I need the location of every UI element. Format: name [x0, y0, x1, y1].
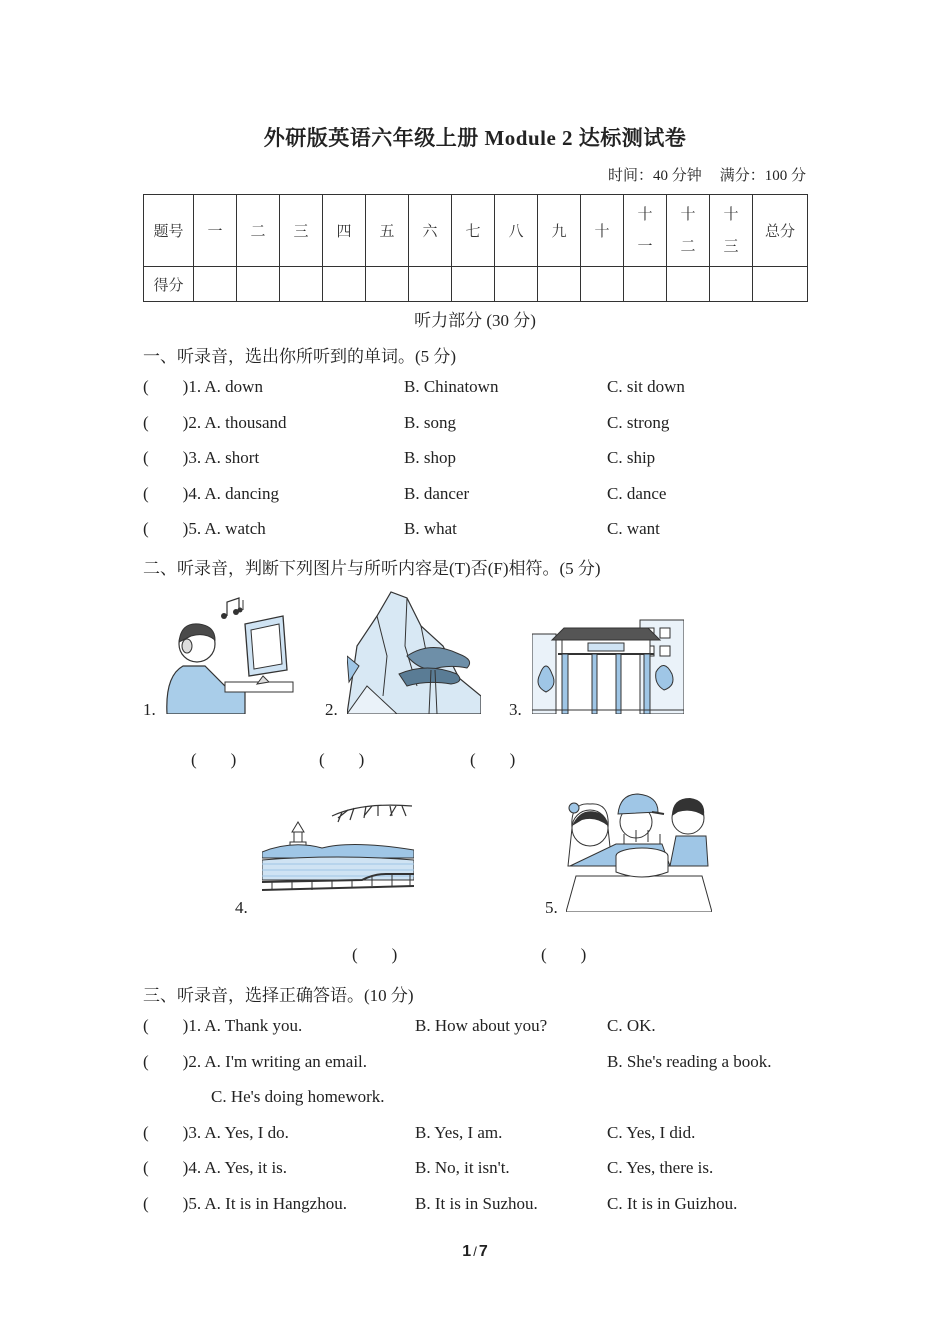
score-table-score-row [144, 267, 808, 302]
section3-heading: 三、听录音，选择正确答语。(10 分) [143, 986, 414, 1005]
option-b: B. song [404, 413, 456, 432]
header-cell: 二 [237, 195, 280, 267]
listening-heading: 听力部分 (30 分) [414, 311, 536, 330]
exam-meta [590, 164, 806, 185]
header-cell: 九 [538, 195, 581, 267]
header-cell-text: 十 三 [723, 206, 739, 255]
header-cell [667, 195, 710, 267]
score-table [143, 194, 808, 302]
picture-number: 5. [545, 898, 558, 917]
score-cell[interactable] [237, 267, 280, 302]
header-cell-text: 十 二 [680, 206, 696, 255]
score-cell[interactable] [624, 267, 667, 302]
option-b: B. How about you? [415, 1016, 548, 1035]
option-c: C. Yes, there is. [607, 1158, 714, 1177]
option-b: B. dancer [404, 484, 470, 503]
header-cell [624, 195, 667, 267]
header-cell: 十 [581, 195, 624, 267]
chinatown-gate-icon [532, 614, 684, 714]
section2-heading: 二、听录音，判断下列图片与所听内容是(T)否(F)相符。(5 分) [143, 559, 601, 578]
option-b: B. Yes, I am. [415, 1123, 503, 1142]
score-cell[interactable] [710, 267, 753, 302]
score-label: 得分 [144, 267, 194, 302]
option-b: B. She's reading a book. [607, 1052, 772, 1071]
score-table-header-row [144, 195, 808, 267]
header-cell: 六 [409, 195, 452, 267]
option-c: C. OK. [607, 1016, 656, 1035]
score-cell[interactable] [194, 267, 237, 302]
question-stem: ( )2. A. thousand [143, 413, 287, 432]
header-cell: 八 [495, 195, 538, 267]
header-cell-text: 十 一 [637, 206, 653, 255]
score-cell[interactable] [452, 267, 495, 302]
answer-blank[interactable]: ( ) [470, 750, 516, 769]
option-c: C. sit down [607, 377, 685, 396]
header-cell: 四 [323, 195, 366, 267]
header-cell [710, 195, 753, 267]
header-cell: 三 [280, 195, 323, 267]
time-limit: 时间：40 分钟 [607, 168, 702, 184]
section1-heading: 一、听录音，选出你所听到的单词。(5 分) [143, 347, 457, 366]
question-stem: ( )3. A. Yes, I do. [143, 1123, 289, 1142]
question-stem: ( )2. A. I'm writing an email. [143, 1052, 368, 1071]
option-b: B. what [404, 519, 457, 538]
question-stem: ( )4. A. Yes, it is. [143, 1158, 288, 1177]
answer-blank[interactable]: ( ) [191, 750, 237, 769]
score-cell[interactable] [409, 267, 452, 302]
option-b: B. shop [404, 448, 456, 467]
total-pages: 7 [478, 1243, 488, 1260]
score-cell[interactable] [323, 267, 366, 302]
lake-pagoda-icon [262, 800, 414, 898]
score-cell[interactable] [667, 267, 710, 302]
score-cell[interactable] [538, 267, 581, 302]
birthday-cake-kids-icon [566, 784, 712, 912]
question-stem: ( )4. A. dancing [143, 484, 279, 503]
page-separator: / [473, 1244, 477, 1259]
full-score: 满分：100 分 [719, 168, 806, 184]
picture-number: 3. [509, 700, 522, 719]
option-c: C. Yes, I did. [607, 1123, 696, 1142]
question-stem: ( )1. A. Thank you. [143, 1016, 303, 1035]
question-stem: ( )5. A. It is in Hangzhou. [143, 1194, 347, 1213]
option-c: C. want [607, 519, 660, 538]
answer-blank[interactable]: ( ) [541, 945, 587, 964]
picture-number: 1. [143, 700, 156, 719]
mountain-pine-icon [347, 586, 481, 714]
option-c: C. He's doing homework. [211, 1087, 385, 1106]
option-c: C. dance [607, 484, 667, 503]
header-cell: 总分 [753, 195, 808, 267]
option-b: B. Chinatown [404, 377, 499, 396]
option-c: C. ship [607, 448, 656, 467]
header-cell: 一 [194, 195, 237, 267]
answer-blank[interactable]: ( ) [319, 750, 365, 769]
current-page: 1 [462, 1243, 472, 1260]
score-cell[interactable] [495, 267, 538, 302]
option-b: B. No, it isn't. [415, 1158, 510, 1177]
score-cell[interactable] [753, 267, 808, 302]
question-stem: ( )5. A. watch [143, 519, 266, 538]
header-cell: 题号 [144, 195, 194, 267]
score-cell[interactable] [581, 267, 624, 302]
header-cell: 七 [452, 195, 495, 267]
score-cell[interactable] [366, 267, 409, 302]
option-c: C. It is in Guizhou. [607, 1194, 738, 1213]
picture-number: 2. [325, 700, 338, 719]
score-cell[interactable] [280, 267, 323, 302]
header-cell: 五 [366, 195, 409, 267]
option-c: C. strong [607, 413, 670, 432]
answer-blank[interactable]: ( ) [352, 945, 398, 964]
page-number [0, 1243, 950, 1261]
picture-number: 4. [235, 898, 248, 917]
question-stem: ( )3. A. short [143, 448, 260, 467]
boy-computer-music-icon [165, 596, 297, 714]
question-stem: ( )1. A. down [143, 377, 263, 396]
page-title: 外研版英语六年级上册 Module 2 达标测试卷 [263, 126, 687, 150]
option-b: B. It is in Suzhou. [415, 1194, 538, 1213]
